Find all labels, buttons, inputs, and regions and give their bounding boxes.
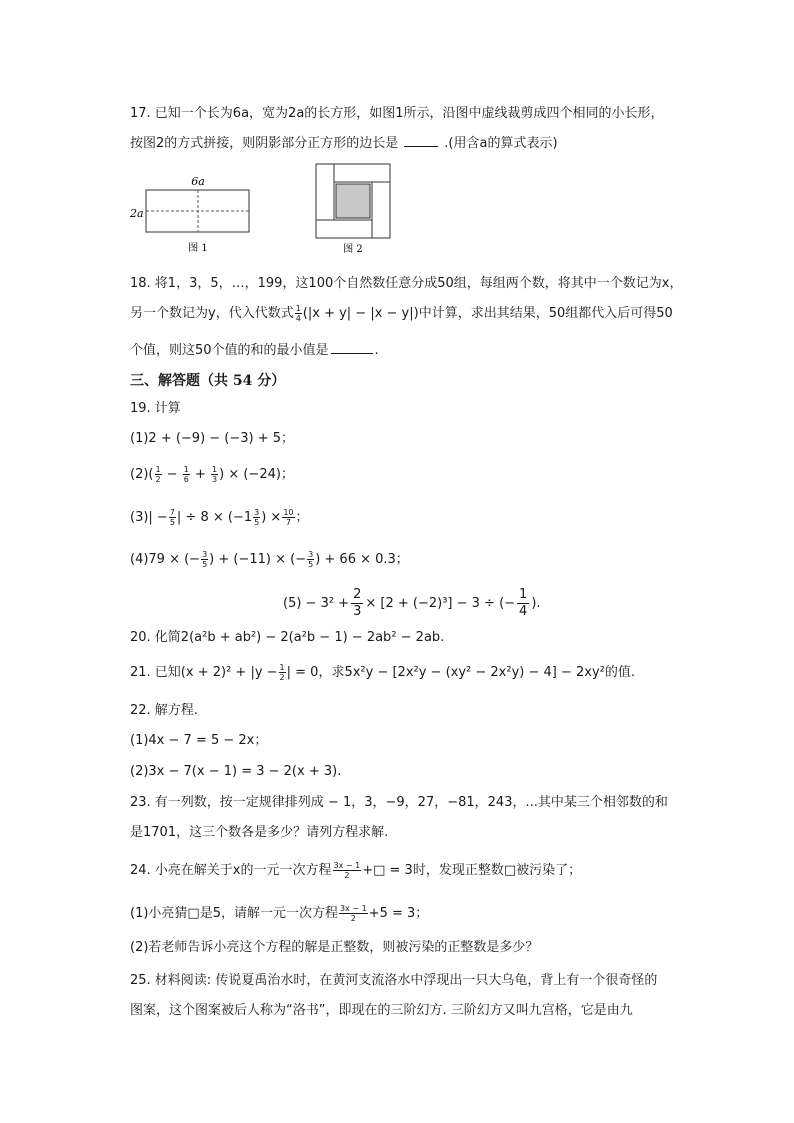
q18-answer-blank bbox=[331, 341, 373, 354]
fig1-width-label: 2a bbox=[130, 207, 144, 220]
q19-part-5 bbox=[283, 586, 541, 622]
frac-den: 2 bbox=[344, 871, 350, 880]
frac-num: 3x − 1 bbox=[339, 904, 367, 913]
q19-p3-m1: | ÷ 8 × (−1 bbox=[176, 510, 253, 525]
frac-num: 1 bbox=[212, 465, 218, 474]
q19-p5-frac-2 bbox=[517, 587, 529, 620]
q19-p2-m1: − bbox=[162, 467, 182, 482]
frac-den: 5 bbox=[169, 518, 175, 527]
q18-frac-num: 1 bbox=[295, 304, 301, 313]
frac-num: 1 bbox=[279, 663, 285, 672]
figure-1 bbox=[128, 170, 258, 258]
q24-part-2: (2)若老师告诉小亮这个方程的解是正整数，则被污染的正整数是多少？ bbox=[130, 940, 539, 955]
frac-den: 3 bbox=[353, 604, 362, 619]
q19-p3-frac-3 bbox=[282, 508, 294, 527]
frac-den: 2 bbox=[279, 673, 285, 682]
q19-part-4 bbox=[130, 550, 409, 570]
q19-p2-a: (2)( bbox=[130, 467, 154, 482]
q17-text-b: .(用含a的算式表示) bbox=[444, 136, 558, 151]
q19-p3-m2: ) × bbox=[261, 510, 282, 525]
frac-den: 5 bbox=[254, 518, 260, 527]
q19-p4-m1: ) + (−11) × (− bbox=[209, 552, 307, 567]
q25-line-1: 25. 材料阅读: 传说夏禹治水时，在黄河支流洛水中浮现出一只大乌龟，背上有一个很奇怪的 bbox=[130, 973, 658, 988]
q24-b: +□ = 3时，发现正整数□被污染了； bbox=[362, 863, 582, 878]
q19-p4-frac-2 bbox=[307, 550, 314, 569]
q17-answer-blank bbox=[404, 134, 438, 147]
q19-p4-a: (4)79 × (− bbox=[130, 552, 201, 567]
frac-num: 1 bbox=[155, 465, 161, 474]
q24-a: 24. 小亮在解关于x的一元一次方程 bbox=[130, 863, 332, 878]
frac-den: 5 bbox=[308, 560, 314, 569]
frac-num: 3 bbox=[254, 508, 260, 517]
frac-num: 3x − 1 bbox=[333, 861, 361, 870]
q21-a: 21. 已知(x + 2)² + |y − bbox=[130, 665, 278, 680]
q17-line-1: 17. 已知一个长为6a，宽为2a的长方形，如图1所示，沿图中虚线裁剪成四个相同的小长形， bbox=[130, 106, 664, 121]
q21-b: | = 0，求5x²y − [2x²y − (xy² − 2x²y) − 4] − 2xy²的值. bbox=[286, 665, 636, 680]
frac-den: 6 bbox=[183, 475, 189, 484]
q19-p3-frac-2 bbox=[253, 508, 260, 527]
frac-num: 1 bbox=[519, 587, 528, 602]
q19-p5-a: (5) − 3² + bbox=[283, 596, 350, 611]
fig2-left-strip bbox=[316, 164, 334, 220]
q18-line-2 bbox=[130, 304, 673, 324]
q19-p5-b: ). bbox=[531, 596, 541, 611]
q19-p3-frac-1 bbox=[169, 508, 176, 527]
frac-den: 2 bbox=[155, 475, 161, 484]
fig1-caption: 图 1 bbox=[188, 243, 208, 254]
q24-line-1 bbox=[130, 861, 581, 881]
q19-part-2 bbox=[130, 465, 294, 485]
q25-line-2: 图案，这个图案被后人称为“洛书”，即现在的三阶幻方. 三阶幻方又叫九宫格，它是由九 bbox=[130, 1003, 633, 1018]
q22-part-2: (2)3x − 7(x − 1) = 3 − 2(x + 3). bbox=[130, 764, 342, 779]
q19-p5-frac-1 bbox=[351, 587, 363, 620]
frac-num: 2 bbox=[353, 587, 362, 602]
q19-p2-frac-2 bbox=[183, 465, 190, 484]
q19-p3-a: (3)| − bbox=[130, 510, 168, 525]
q19-part-3 bbox=[130, 508, 309, 528]
frac-den: 7 bbox=[285, 518, 291, 527]
q17-line-2 bbox=[130, 134, 558, 154]
section-3-heading: 三、解答题（共 54 分） bbox=[130, 373, 286, 389]
q22-title: 22. 解方程. bbox=[130, 703, 198, 718]
q18-line-3 bbox=[130, 341, 379, 361]
q24-p1-a: (1)小亮猜□是5，请解一元一次方程 bbox=[130, 906, 338, 921]
q20: 20. 化简2(a²b + ab²) − 2(a²b − 1) − 2ab² − 2ab. bbox=[130, 630, 445, 645]
q19-p4-frac-1 bbox=[201, 550, 208, 569]
q18-frac-den: 4 bbox=[295, 314, 301, 323]
fig2-top-strip bbox=[334, 164, 390, 182]
q19-p4-b: ) + 66 × 0.3； bbox=[315, 552, 409, 567]
q21 bbox=[130, 663, 635, 683]
q19-p5-m1: × [2 + (−2)³] − 3 ÷ (− bbox=[365, 596, 516, 611]
q19-p2-b: ) × (−24)； bbox=[219, 467, 294, 482]
q19-title: 19. 计算 bbox=[130, 401, 181, 416]
q19-p2-frac-1 bbox=[155, 465, 162, 484]
frac-num: 10 bbox=[283, 508, 294, 517]
q19-part-1: (1)2 + (−9) − (−3) + 5； bbox=[130, 431, 295, 446]
q23-line-2: 是1701，这三个数各是多少？请列方程求解. bbox=[130, 825, 389, 840]
fig2-shaded-square bbox=[336, 184, 370, 218]
frac-den: 5 bbox=[202, 560, 208, 569]
frac-den: 4 bbox=[519, 604, 528, 619]
frac-num: 3 bbox=[202, 550, 208, 559]
q18-fraction bbox=[295, 304, 302, 323]
q18-text-a: 另一个数记为y，代入代数式 bbox=[130, 306, 294, 321]
q19-p2-frac-3 bbox=[211, 465, 218, 484]
q24-part-1 bbox=[130, 904, 428, 924]
q19-p3-b: ； bbox=[295, 510, 309, 525]
q24-frac bbox=[333, 861, 362, 880]
fig2-bottom-strip bbox=[316, 220, 372, 238]
q24-p1-b: +5 = 3； bbox=[368, 906, 429, 921]
fig2-caption: 图 2 bbox=[343, 244, 363, 255]
q18-text-d: . bbox=[374, 343, 379, 358]
frac-num: 7 bbox=[169, 508, 175, 517]
figure-2 bbox=[312, 162, 394, 258]
fig1-length-label: 6a bbox=[191, 175, 205, 188]
q22-part-1: (1)4x − 7 = 5 − 2x； bbox=[130, 733, 268, 748]
q19-p2-m2: + bbox=[190, 467, 211, 482]
frac-num: 1 bbox=[183, 465, 189, 474]
q21-frac bbox=[279, 663, 286, 682]
frac-num: 3 bbox=[308, 550, 314, 559]
q23-line-1: 23. 有一列数，按一定规律排列成 − 1，3，−9，27，−81，243，...其中某三个相邻数的和 bbox=[130, 795, 668, 810]
q18-text-c: 个值，则这50个值的和的最小值是 bbox=[130, 343, 329, 358]
fig2-right-strip bbox=[372, 182, 390, 238]
q18-line-1: 18. 将1，3，5，…，199，这100个自然数任意分成50组，每组两个数，将其中一个数记为x， bbox=[130, 276, 683, 291]
q24-p1-frac bbox=[339, 904, 368, 923]
frac-den: 2 bbox=[350, 914, 356, 923]
frac-den: 3 bbox=[212, 475, 218, 484]
q18-text-b: (|x + y| − |x − y|)中计算，求出其结果，50组都代入后可得50 bbox=[302, 306, 673, 321]
q17-text-a: 按图2的方式拼接，则阴影部分正方形的边长是 bbox=[130, 136, 399, 151]
